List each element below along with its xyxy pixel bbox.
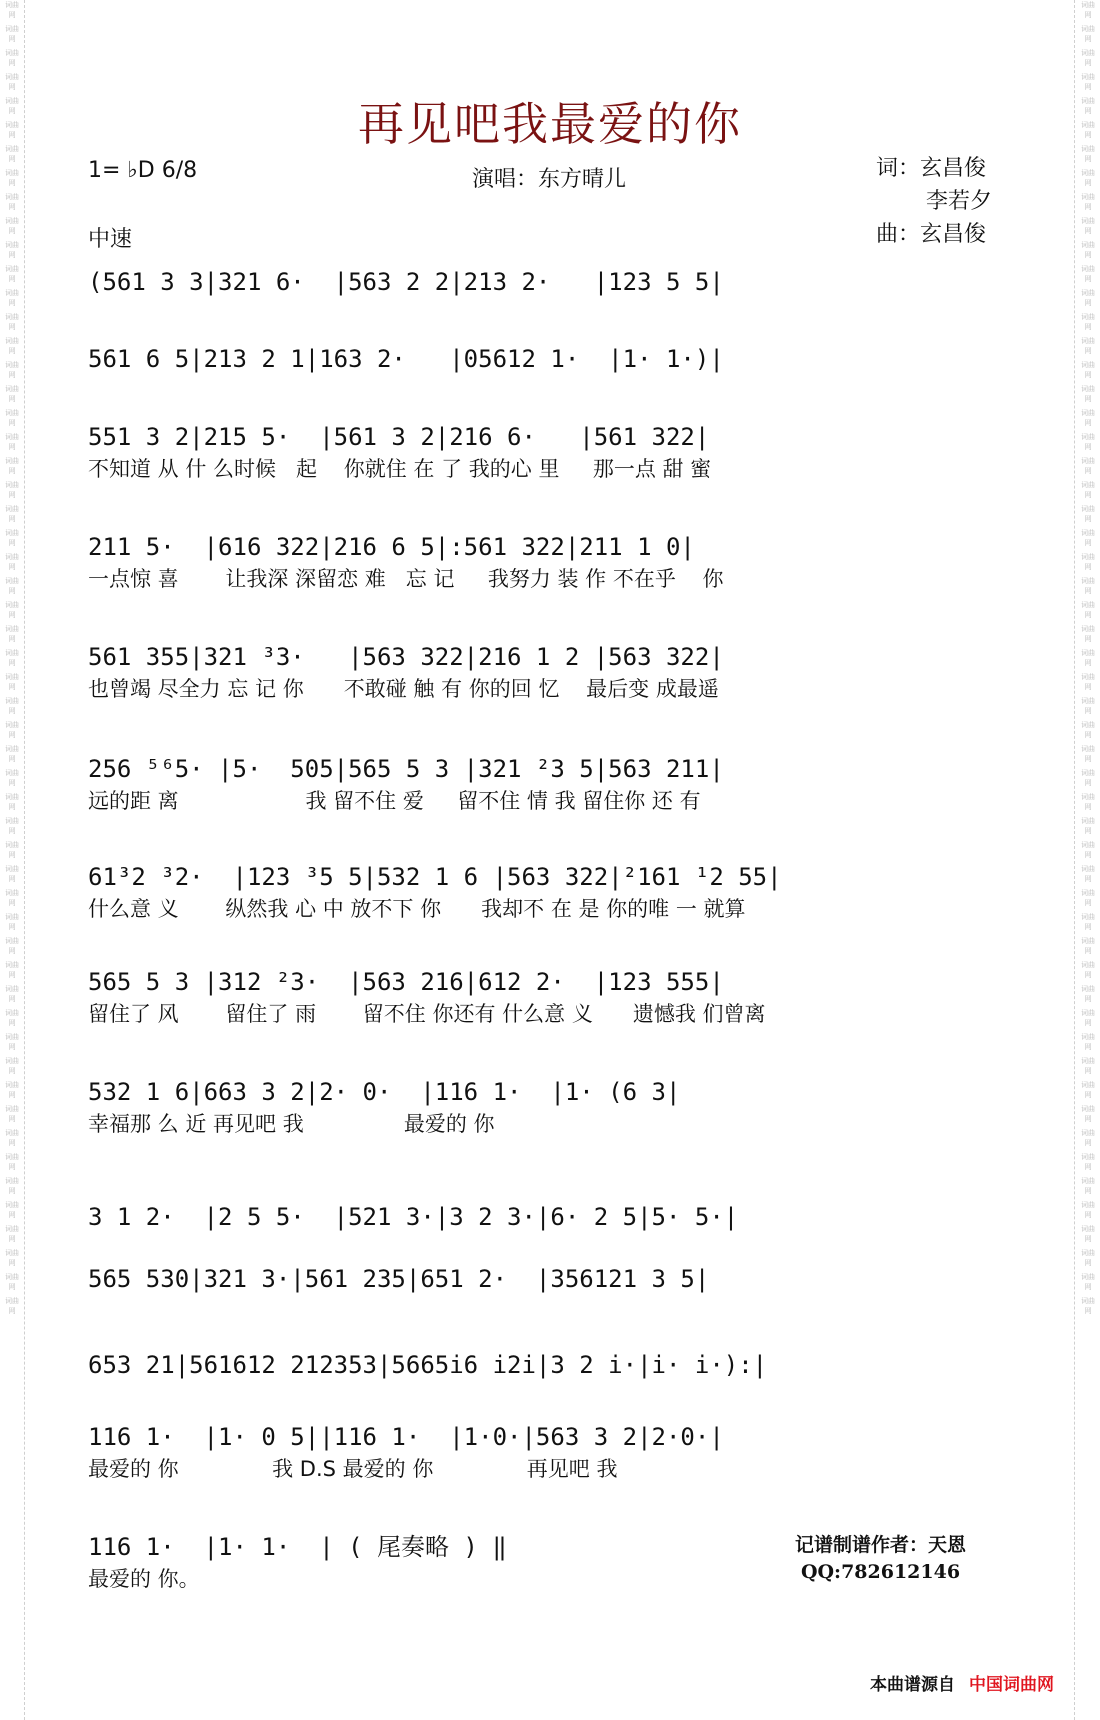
score-row — [88, 1348, 1013, 1382]
notation-line: (561 3 3|321 6· |563 2 2|213 2· |123 5 5| — [88, 268, 724, 296]
notation-line: 211 5· |616 322|216 6 5|:561 322|211 1 0| — [88, 533, 695, 561]
lyrics-line: 也曾竭 尽全力 忘 记 你 不敢碰 触 有 你的回 忆 最后变 成最遥 — [88, 677, 719, 701]
score-row — [88, 265, 1013, 299]
lyrics-line: 什么意 义 纵然我 心 中 放不下 你 我却不 在 是 你的唯 一 就算 — [88, 897, 746, 921]
source-brand-link[interactable]: 中国词曲网 — [969, 1675, 1054, 1695]
score-row — [88, 1420, 1013, 1484]
score-row — [88, 1200, 1013, 1234]
score-row — [88, 530, 1013, 594]
notation-line: 561 6 5|213 2 1|163 2· |05612 1· |1· 1·)| — [88, 345, 724, 373]
song-title: 再见吧我最爱的你 — [358, 97, 742, 151]
source-label: 本曲谱源自 — [870, 1675, 955, 1695]
lyrics-line: 最爱的 你 我 D.S 最爱的 你 再见吧 我 — [88, 1457, 618, 1481]
score-row — [88, 752, 1013, 816]
score-row — [88, 965, 1013, 1029]
border-watermark-right: 词曲网 词曲网 词曲网 词曲网 词曲网 词曲网 词曲网 词曲网 词曲网 词曲网 词曲网 词曲网 词曲网 词曲网 词曲网 词曲网 词曲网 词曲网 词曲网 词曲网 词曲网 词曲网 词曲网 词曲网 词曲网 词曲网 词曲网 词曲网 词曲网 词曲网 词曲网 词曲网 词曲网 词曲网 词曲网 词曲网 词曲网 词曲网 词曲网 词曲网 词曲网 词曲网 词曲网 词曲网 词曲网 词曲网 词曲网 词曲网 词曲网 词曲网 词曲网 词曲网 词曲网 词曲网 词曲网 — [1081, 1, 1095, 1315]
notation-line: 565 530|321 3·|561 235|651 2· |356121 3 5| — [88, 1265, 710, 1293]
lyrics-line: 留住了 风 留住了 雨 留不住 你还有 什么意 义 遗憾我 们曾离 — [88, 1002, 766, 1026]
lyricist-line-2: 李若夕 — [926, 189, 993, 214]
source-credit — [870, 1670, 1054, 1695]
singer-credit: 演唱：东方晴儿 — [472, 167, 627, 192]
transcriber-qq: QQ:782612146 — [800, 1561, 961, 1583]
lyrics-line: 一点惊 喜 让我深 深留恋 难 忘 记 我努力 装 作 不在乎 你 — [88, 567, 724, 591]
notation-line: 116 1· |1· 0 5||116 1· |1·0·|563 3 2|2·0·| — [88, 1423, 724, 1451]
transcriber-name: 记谱制谱作者：天恩 — [795, 1534, 967, 1556]
score-row — [88, 342, 1013, 376]
transcriber-credit — [795, 1532, 966, 1586]
notation-line: 561 355|321 ³3· |563 322|216 1 2 |563 322| — [88, 643, 724, 671]
notation-line: 653 21|561612 212353|5665i6 i2i|3 2 i·|i· i·):| — [88, 1351, 768, 1379]
right-border-line — [1074, 0, 1076, 1720]
score-row — [88, 860, 1013, 924]
notation-line: 532 1 6|663 3 2|2· 0· |116 1· |1· (6 3| — [88, 1078, 681, 1106]
tempo-marking: 中速 — [88, 227, 133, 252]
left-border-line — [24, 0, 26, 1720]
notation-line: 551 3 2|215 5· |561 3 2|216 6· |561 322| — [88, 423, 710, 451]
lyrics-line: 远的距 离 我 留不住 爱 留不住 情 我 留住你 还 有 — [88, 789, 701, 813]
lyrics-line: 最爱的 你。 — [88, 1567, 200, 1591]
border-watermark-left: 词曲网 词曲网 词曲网 词曲网 词曲网 词曲网 词曲网 词曲网 词曲网 词曲网 词曲网 词曲网 词曲网 词曲网 词曲网 词曲网 词曲网 词曲网 词曲网 词曲网 词曲网 词曲网 词曲网 词曲网 词曲网 词曲网 词曲网 词曲网 词曲网 词曲网 词曲网 词曲网 词曲网 词曲网 词曲网 词曲网 词曲网 词曲网 词曲网 词曲网 词曲网 词曲网 词曲网 词曲网 词曲网 词曲网 词曲网 词曲网 词曲网 词曲网 词曲网 词曲网 词曲网 词曲网 词曲网 — [5, 1, 19, 1315]
notation-line: 116 1· |1· 1· | ( 尾奏略 ) ‖ — [88, 1533, 507, 1561]
key-signature: 1= ♭D 6/8 — [88, 158, 198, 183]
score-row — [88, 1262, 1013, 1296]
notation-line: 61³2 ³2· |123 ³5 5|532 1 6 |563 322|²161 ¹2 55| — [88, 863, 782, 891]
score-row — [88, 420, 1013, 484]
score-row — [88, 640, 1013, 704]
lyricist-line-1: 词：玄昌俊 — [876, 156, 987, 181]
credits-block — [876, 152, 992, 251]
composer-line: 曲：玄昌俊 — [876, 222, 987, 247]
score-row — [88, 1075, 1013, 1139]
notation-line: 3 1 2· |2 5 5· |521 3·|3 2 3·|6· 2 5|5· 5·| — [88, 1203, 739, 1231]
notation-line: 256 ⁵⁶5· |5· 505|565 5 3 |321 ²3 5|563 211| — [88, 755, 724, 783]
lyrics-line: 幸福那 么 近 再见吧 我 最爱的 你 — [88, 1112, 495, 1136]
notation-line: 565 5 3 |312 ²3· |563 216|612 2· |123 555| — [88, 968, 724, 996]
lyrics-line: 不知道 从 什 么时候 起 你就住 在 了 我的心 里 那一点 甜 蜜 — [88, 457, 712, 481]
